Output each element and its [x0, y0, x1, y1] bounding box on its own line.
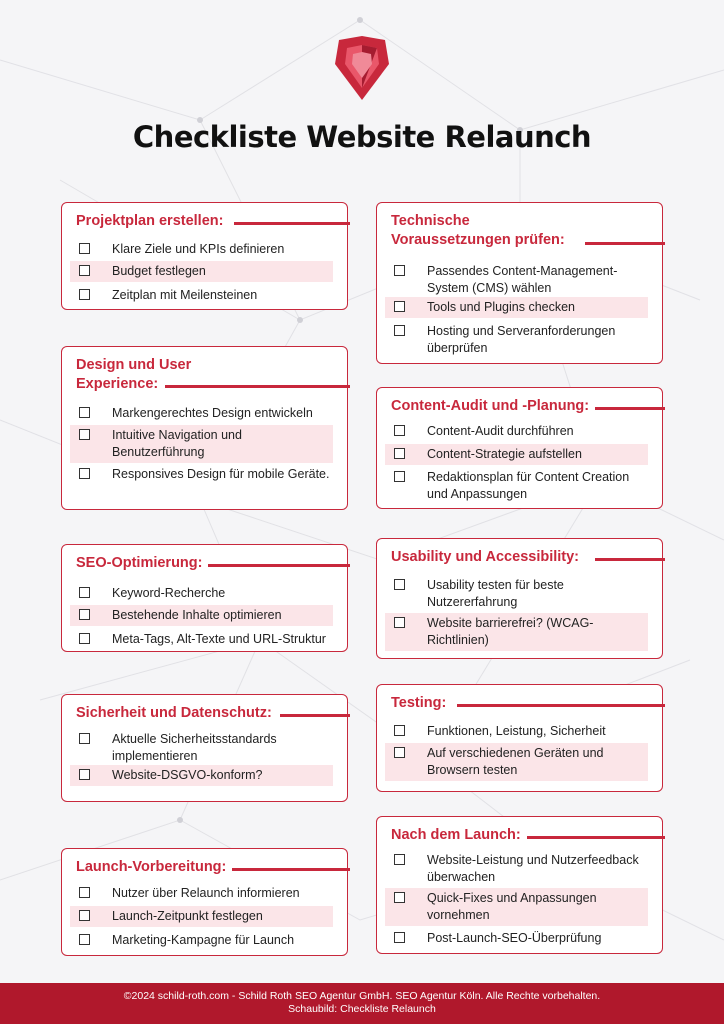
title-rule	[585, 242, 665, 245]
checklist-item: Klare Ziele und KPIs definieren	[70, 239, 333, 260]
checkbox-icon[interactable]	[394, 932, 405, 943]
title-rule	[208, 564, 350, 567]
title-rule	[595, 558, 665, 561]
checklist-item: Meta-Tags, Alt-Texte und URL-Struktur	[70, 629, 333, 650]
footer	[0, 983, 724, 1024]
checklist-item: Post-Launch-SEO-Überprüfung	[385, 928, 648, 949]
section-card-testing	[376, 684, 663, 792]
checklist-item: Quick-Fixes und Anpassungen vornehmen	[385, 888, 648, 926]
section-title: Launch-Vorbereitung:	[76, 859, 227, 875]
checkbox-icon[interactable]	[394, 725, 405, 736]
checklist-item: Hosting und Serveranforderungen überprüfen	[385, 321, 648, 359]
checkbox-icon[interactable]	[394, 854, 405, 865]
checklist-item: Usability testen für beste Nutzererfahrung	[385, 575, 648, 613]
checklist-item: Launch-Zeitpunkt festlegen	[70, 906, 333, 927]
section-card-projektplan	[61, 202, 348, 310]
title-rule	[527, 836, 665, 839]
checklist-item: Marketing-Kampagne für Launch	[70, 930, 333, 951]
footer-copyright: ©2024 schild-roth.com - Schild Roth SEO Agentur GmbH. SEO Agentur Köln. Alle Rechte vorbehalten.	[123, 990, 601, 1002]
section-card-sicherheit	[61, 694, 348, 802]
checkbox-icon[interactable]	[79, 429, 90, 440]
section-title: Design und User Experience:	[76, 357, 192, 392]
checklist-item: Website-DSGVO-konform?	[70, 765, 333, 786]
checklist-item: Passendes Content-Management-System (CMS) wählen	[385, 261, 648, 299]
checkbox-icon[interactable]	[79, 407, 90, 418]
checkbox-icon[interactable]	[394, 617, 405, 628]
section-title: Projektplan erstellen:	[76, 213, 224, 229]
checkbox-icon[interactable]	[394, 265, 405, 276]
checklist-item: Website-Leistung und Nutzerfeedback überwachen	[385, 850, 648, 888]
title-rule	[457, 704, 665, 707]
checklist-item: Website barrierefrei? (WCAG-Richtlinien)	[385, 613, 648, 651]
page-title: Checkliste Website Relaunch	[132, 120, 592, 154]
section-title: SEO-Optimierung:	[76, 555, 203, 571]
section-title: Usability und Accessibility:	[391, 549, 580, 565]
checkbox-icon[interactable]	[394, 325, 405, 336]
checkbox-icon[interactable]	[79, 910, 90, 921]
checklist-item: Zeitplan mit Meilensteinen	[70, 285, 333, 306]
section-card-usability	[376, 538, 663, 659]
section-card-design-ux	[61, 346, 348, 510]
checklist-item: Keyword-Recherche	[70, 583, 333, 604]
checkbox-icon[interactable]	[394, 747, 405, 758]
title-rule	[595, 407, 665, 410]
checkbox-icon[interactable]	[394, 425, 405, 436]
checkbox-icon[interactable]	[394, 892, 405, 903]
checkbox-icon[interactable]	[394, 471, 405, 482]
title-rule	[232, 868, 350, 871]
checkbox-icon[interactable]	[79, 733, 90, 744]
checkbox-icon[interactable]	[394, 448, 405, 459]
checklist-item: Markengerechtes Design entwickeln	[70, 403, 333, 424]
section-card-nach-dem-launch	[376, 816, 663, 954]
checkbox-icon[interactable]	[79, 934, 90, 945]
section-title: Nach dem Launch:	[391, 827, 521, 843]
checklist-item: Redaktionsplan für Content Creation und Anpassungen	[385, 467, 648, 505]
checklist-item: Content-Strategie aufstellen	[385, 444, 648, 465]
checkbox-icon[interactable]	[79, 769, 90, 780]
section-title: Sicherheit und Datenschutz:	[76, 705, 272, 721]
checkbox-icon[interactable]	[79, 609, 90, 620]
title-rule	[234, 222, 350, 225]
checkbox-icon[interactable]	[79, 289, 90, 300]
checkbox-icon[interactable]	[79, 243, 90, 254]
checkbox-icon[interactable]	[79, 468, 90, 479]
checklist-item: Intuitive Navigation und Benutzerführung	[70, 425, 333, 463]
section-title: Content-Audit und -Planung:	[391, 398, 590, 414]
section-title: Technische Voraussetzungen prüfen:	[391, 213, 565, 248]
checkbox-icon[interactable]	[394, 579, 405, 590]
checklist-item: Bestehende Inhalte optimieren	[70, 605, 333, 626]
section-card-technische-voraussetzungen	[376, 202, 663, 364]
section-title: Testing:	[391, 695, 447, 711]
section-card-seo	[61, 544, 348, 652]
checkbox-icon[interactable]	[79, 265, 90, 276]
checklist-item: Auf verschiedenen Geräten und Browsern testen	[385, 743, 648, 781]
checkbox-icon[interactable]	[394, 301, 405, 312]
checklist-item: Responsives Design für mobile Geräte.	[70, 464, 333, 485]
checklist-item: Nutzer über Relaunch informieren	[70, 883, 333, 904]
section-card-content-audit	[376, 387, 663, 509]
checklist-item: Funktionen, Leistung, Sicherheit	[385, 721, 648, 742]
shield-logo-icon	[333, 36, 391, 100]
checklist-item: Aktuelle Sicherheitsstandards implementieren	[70, 729, 333, 767]
checklist-item: Content-Audit durchführen	[385, 421, 648, 442]
checklist-item: Budget festlegen	[70, 261, 333, 282]
checkbox-icon[interactable]	[79, 587, 90, 598]
section-card-launch-vorbereitung	[61, 848, 348, 956]
title-rule	[280, 714, 350, 717]
checklist-item: Tools und Plugins checken	[385, 297, 648, 318]
checkbox-icon[interactable]	[79, 633, 90, 644]
footer-caption: Schaubild: Checkliste Relaunch	[288, 1003, 436, 1015]
checkbox-icon[interactable]	[79, 887, 90, 898]
title-rule	[165, 385, 350, 388]
